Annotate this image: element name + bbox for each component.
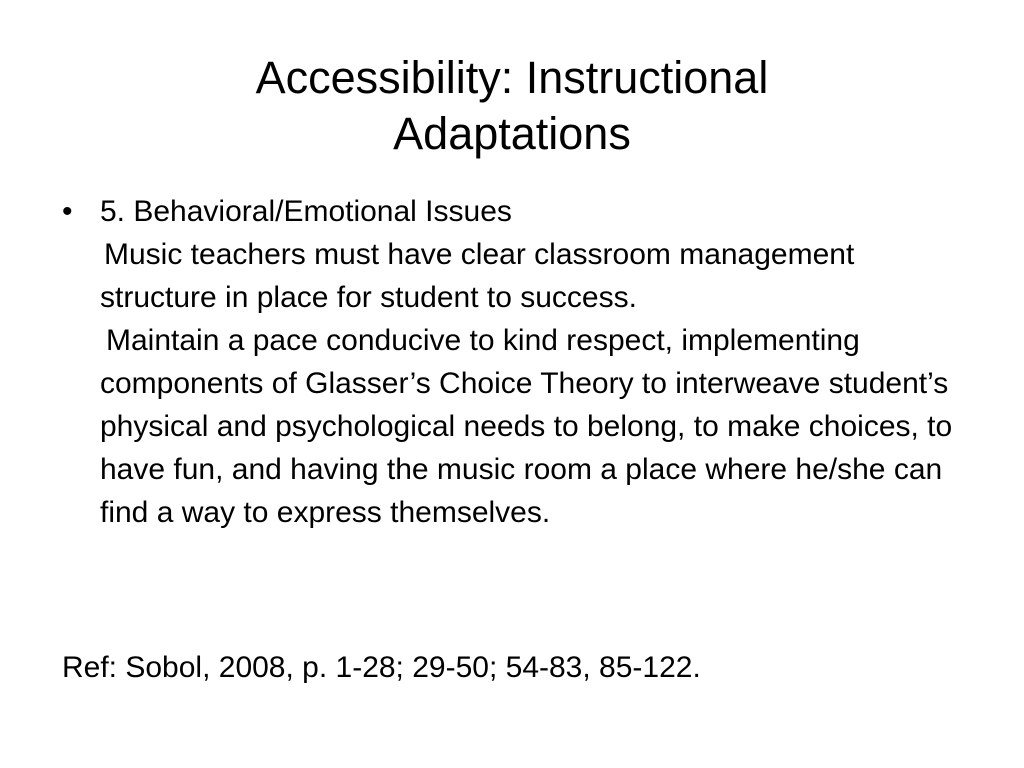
- bullet-heading: 5. Behavioral/Emotional Issues: [100, 195, 512, 228]
- bullet-dot: •: [62, 195, 73, 228]
- paragraph-classroom-management: [62, 233, 962, 319]
- paragraph-2-text: Maintain a pace conducive to kind respect, implementing components of Glasser’s Choice Theory to interweave student’s physical and psychological needs to belong, to make choices, to have fun, and having the music room a place where he/she can find a way to express themselves.: [100, 324, 953, 529]
- paragraph-choice-theory: [62, 319, 962, 534]
- bullet-item: [62, 190, 962, 233]
- paragraph-1-text: Music teachers must have clear classroom management structure in place for student to success.: [100, 238, 855, 314]
- slide-title: [0, 50, 1024, 162]
- slide-title-line-1: Accessibility: Instructional: [255, 52, 769, 103]
- slide-title-line-2: Adaptations: [393, 108, 631, 159]
- reference-line: Ref: Sobol, 2008, p. 1-28; 29-50; 54-83, 85-122.: [62, 651, 701, 684]
- slide-body: [62, 190, 962, 534]
